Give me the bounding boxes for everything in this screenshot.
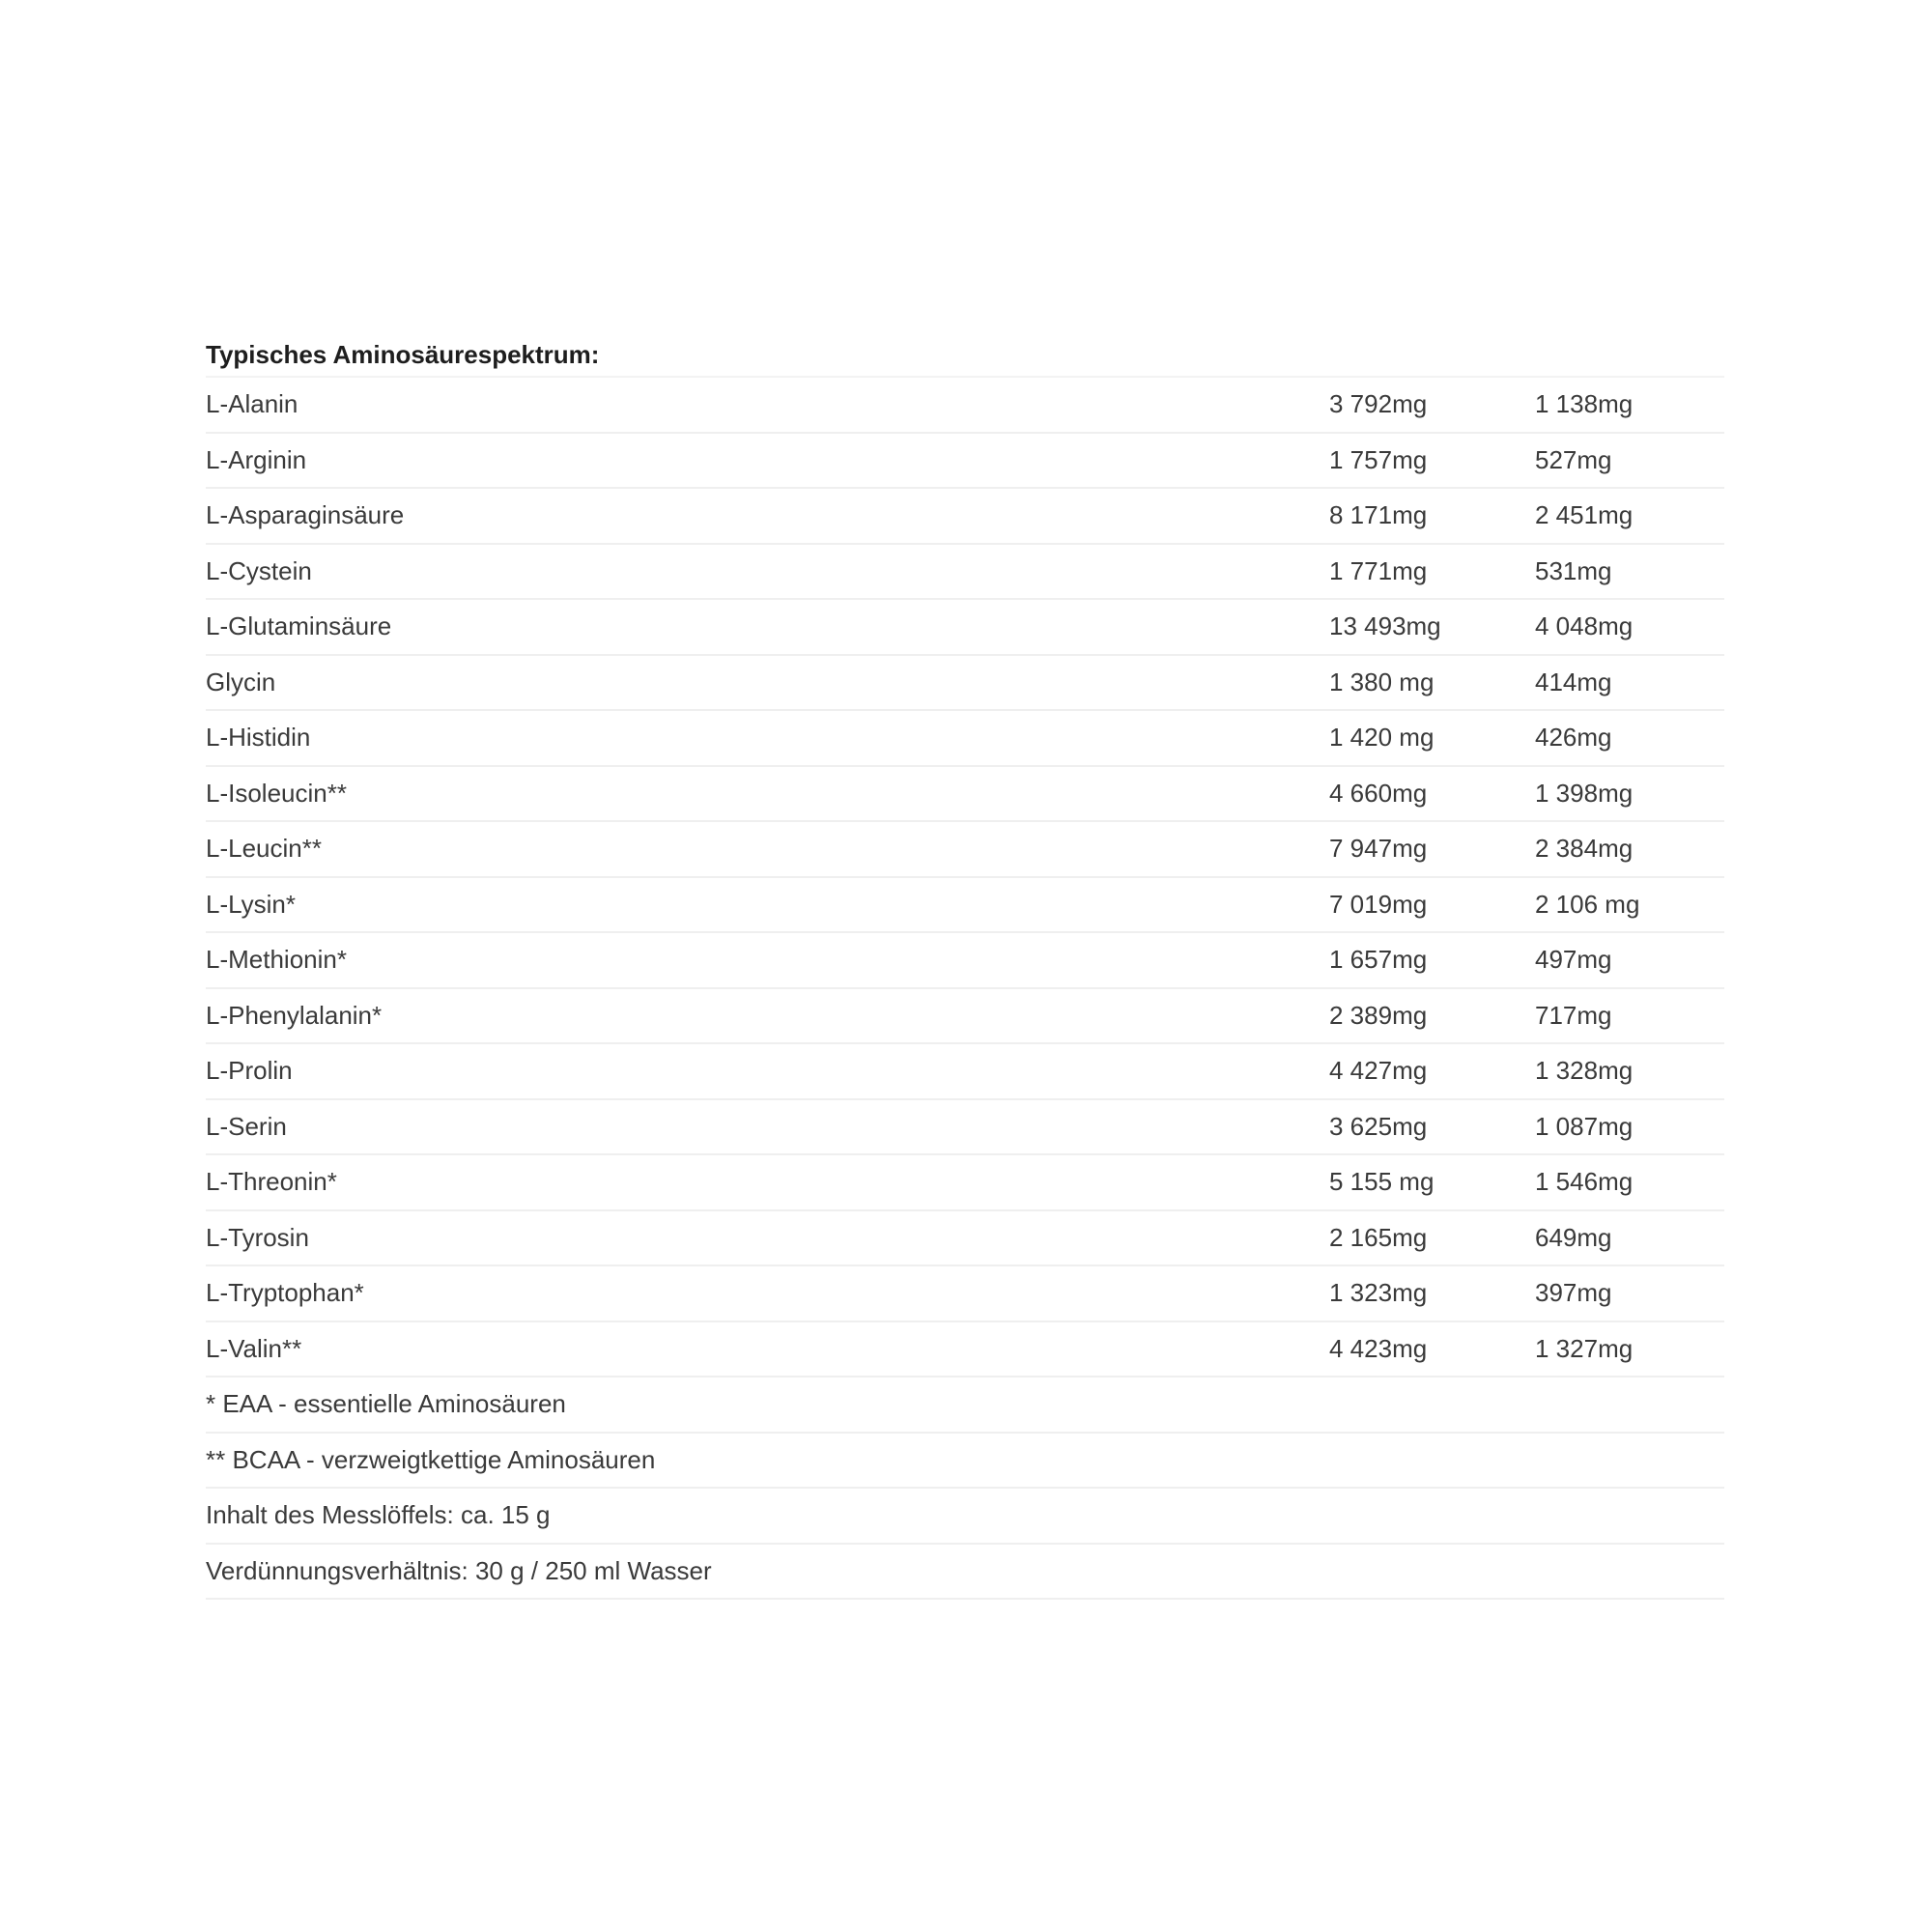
amount-value-1: 4 423mg: [1329, 1333, 1428, 1363]
footnote-eaa: * EAA - essentielle Aminosäuren: [206, 1389, 566, 1419]
amount-value-2: 527mg: [1535, 444, 1612, 474]
amount-value-2: 414mg: [1535, 667, 1612, 696]
amount-value-1: 1 380 mg: [1329, 667, 1435, 696]
table-row: [206, 1100, 1724, 1156]
amount-value-2: 397mg: [1535, 1278, 1612, 1308]
amino-acid-name: L-Asparaginsäure: [206, 500, 405, 530]
dilution-ratio-note: Verdünnungsverhältnis: 30 g / 250 ml Wasser: [206, 1555, 712, 1585]
amino-acid-name: L-Methionin*: [206, 945, 347, 975]
amino-acid-name: L-Alanin: [206, 389, 298, 419]
table-row: [206, 656, 1724, 712]
table-row: [206, 1155, 1724, 1211]
amino-acid-name: L-Valin**: [206, 1333, 302, 1363]
amino-acid-name: L-Isoleucin**: [206, 778, 347, 808]
table-row: [206, 989, 1724, 1045]
amount-value-1: 1 420 mg: [1329, 723, 1435, 753]
amino-acid-name: Glycin: [206, 667, 276, 696]
table-row: [206, 1266, 1724, 1322]
amount-value-1: 3 792mg: [1329, 389, 1428, 419]
table-row: [206, 378, 1724, 434]
amount-value-1: 3 625mg: [1329, 1111, 1428, 1141]
table-row: [206, 1322, 1724, 1378]
amino-acid-name: L-Leucin**: [206, 834, 322, 864]
amount-value-2: 1 087mg: [1535, 1111, 1634, 1141]
amount-value-1: 13 493mg: [1329, 611, 1441, 641]
scoop-content-note: Inhalt des Messlöffels: ca. 15 g: [206, 1500, 551, 1530]
amount-value-1: 1 771mg: [1329, 555, 1428, 585]
footnote-row: [206, 1545, 1724, 1601]
amount-value-2: 1 327mg: [1535, 1333, 1634, 1363]
table-row: [206, 878, 1724, 934]
amino-acid-name: L-Arginin: [206, 444, 307, 474]
amino-acid-name: L-Glutaminsäure: [206, 611, 392, 641]
table-row: [206, 545, 1724, 601]
amount-value-2: 497mg: [1535, 945, 1612, 975]
amount-value-2: 426mg: [1535, 723, 1612, 753]
table-row: [206, 1211, 1724, 1267]
amount-value-2: 531mg: [1535, 555, 1612, 585]
amount-value-2: 2 384mg: [1535, 834, 1634, 864]
amount-value-2: 2 451mg: [1535, 500, 1634, 530]
amount-value-1: 7 019mg: [1329, 889, 1428, 919]
amount-value-1: 1 657mg: [1329, 945, 1428, 975]
amount-value-2: 4 048mg: [1535, 611, 1634, 641]
amino-acid-name: L-Prolin: [206, 1056, 293, 1086]
table-row: [206, 434, 1724, 490]
amount-value-1: 8 171mg: [1329, 500, 1428, 530]
amino-acid-name: L-Tyrosin: [206, 1222, 309, 1252]
amount-value-2: 1 546mg: [1535, 1167, 1634, 1197]
amount-value-2: 1 138mg: [1535, 389, 1634, 419]
amount-value-1: 2 165mg: [1329, 1222, 1428, 1252]
amount-value-1: 2 389mg: [1329, 1000, 1428, 1030]
amino-acid-table: [206, 333, 1724, 1600]
table-row: [206, 711, 1724, 767]
amino-acid-name: L-Tryptophan*: [206, 1278, 364, 1308]
amino-acid-name: L-Cystein: [206, 555, 312, 585]
amount-value-1: 7 947mg: [1329, 834, 1428, 864]
table-row: [206, 822, 1724, 878]
amount-value-2: 649mg: [1535, 1222, 1612, 1252]
amino-acid-name: L-Serin: [206, 1111, 287, 1141]
table-row: [206, 600, 1724, 656]
footnote-row: [206, 1489, 1724, 1545]
table-row: [206, 933, 1724, 989]
table-row: [206, 1044, 1724, 1100]
amount-value-1: 4 427mg: [1329, 1056, 1428, 1086]
amount-value-1: 1 323mg: [1329, 1278, 1428, 1308]
amount-value-1: 5 155 mg: [1329, 1167, 1435, 1197]
footnote-row: [206, 1378, 1724, 1434]
amino-acid-name: L-Phenylalanin*: [206, 1000, 383, 1030]
table-row: [206, 489, 1724, 545]
table-heading: Typisches Aminosäurespektrum:: [206, 333, 1724, 378]
footnote-row: [206, 1434, 1724, 1490]
amount-value-2: 1 328mg: [1535, 1056, 1634, 1086]
amount-value-2: 2 106 mg: [1535, 889, 1640, 919]
amino-acid-name: L-Lysin*: [206, 889, 296, 919]
table-row: [206, 767, 1724, 823]
amount-value-2: 1 398mg: [1535, 778, 1634, 808]
amino-acid-name: L-Histidin: [206, 723, 311, 753]
amount-value-1: 1 757mg: [1329, 444, 1428, 474]
footnote-bcaa: ** BCAA - verzweigtkettige Aminosäuren: [206, 1444, 656, 1474]
amount-value-1: 4 660mg: [1329, 778, 1428, 808]
amino-acid-name: L-Threonin*: [206, 1167, 337, 1197]
amount-value-2: 717mg: [1535, 1000, 1612, 1030]
